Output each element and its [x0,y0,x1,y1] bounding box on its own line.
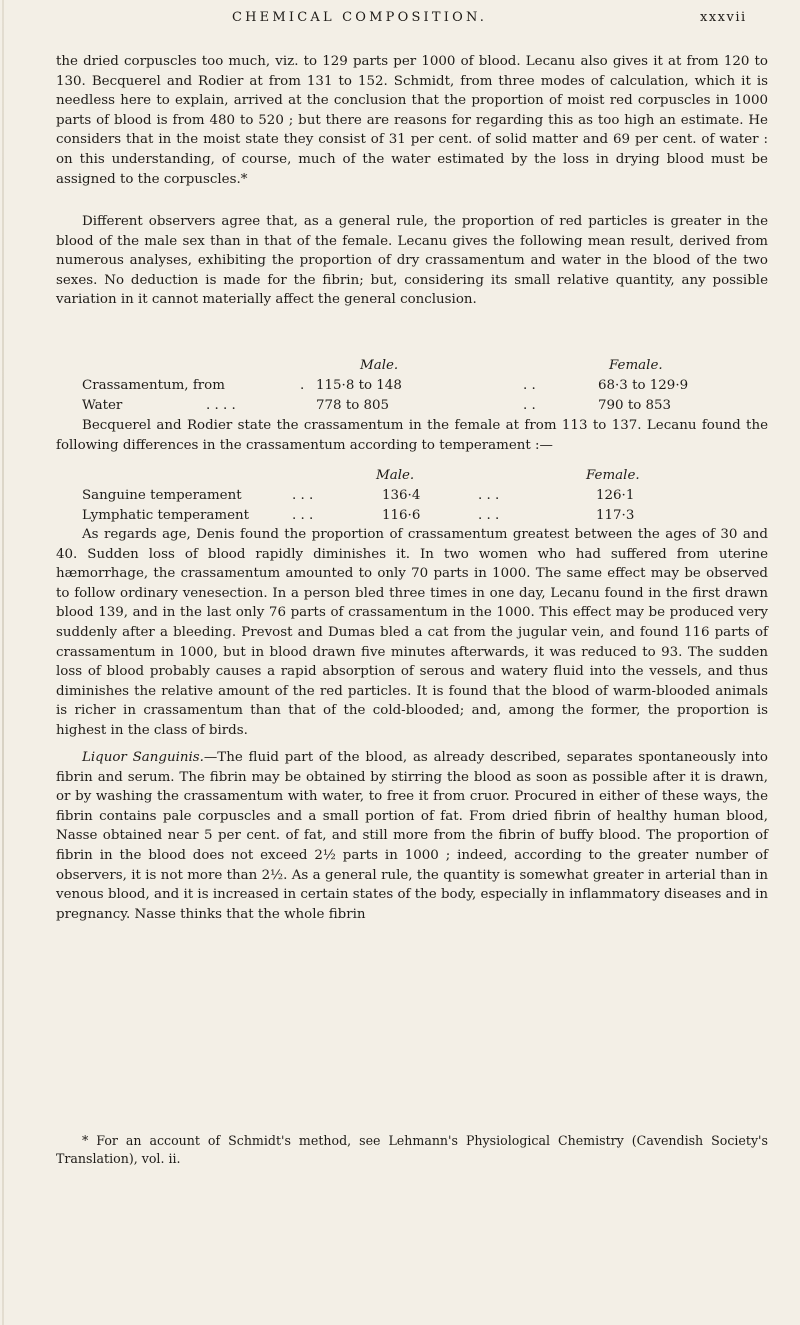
footnote-text: * For an account of Schmidt's method, see Lehmann's Physiological Chemistry (Cavendish Society's Translation), vol. ii. [56,1133,768,1166]
male-value: 778 to 805 [316,398,390,413]
row-leader: . . . . [206,398,236,413]
table-row [56,376,768,396]
paragraph-age [56,525,768,741]
paragraph-text [56,748,768,924]
row-label: Lymphatic temperament [82,508,250,523]
row-dots: . . . [478,488,500,503]
row-dots: . . [523,398,536,413]
table-header-row [56,466,768,486]
table-row [56,486,768,506]
female-value: 790 to 853 [598,398,672,413]
paragraph-sex-difference [56,212,768,310]
female-value: 68·3 to 129·9 [598,378,689,393]
male-value: 115·8 to 148 [316,378,402,393]
row-leader: . [300,378,305,393]
row-dots: . . . [478,508,500,523]
row-leader: . . . [292,508,314,523]
scan-edge [2,0,4,1325]
column-header-female: Female. [586,468,640,483]
paragraph-liquor-sanguinis [56,748,768,924]
column-header-female: Female. [609,358,663,373]
row-label: Water [82,398,123,413]
table-header-row [56,356,768,376]
paragraph-text: As regards age, Denis found the proportion of crassamentum greatest between the ages of 30 and 40. Sudden loss of blood rapidly diminishes it. In two women who had suffered from uterine hæmorrhage, the crassamentum amounted to only 70 parts in 1000. The same effect may be observed to follow ordinary venesection. In a person bled three times in one day, Lecanu found in the first drawn blood 139, and in the last only 76 parts of crassamentum in the 1000. This effect may be produced very suddenly after a bleeding. Prevost and Dumas bled a cat from the jugular vein, and found 116 parts of crassamentum in 1000, but in blood drawn five minutes afterwards, it was reduced to 93. The sudden loss of blood probably causes a rapid absorption of serous and watery fluid into the vessels, and thus diminishes the relative amount of the red particles. It is found that the blood of warm-blooded animals is richer in crassamentum than that of the cold-blooded; and, among the former, the proportion is highest in the class of birds. [56,527,768,738]
paragraph-text: Becquerel and Rodier state the crassamentum in the female at from 113 to 137. Lecanu found the following differences in the crassamentum according to temperament :— [56,418,768,453]
running-head [0,8,800,32]
paragraph-corpuscles [56,52,768,189]
male-value: 136·4 [382,488,421,503]
female-value: 117·3 [596,508,635,523]
running-title: CHEMICAL COMPOSITION. [232,10,488,25]
column-header-male: Male. [376,468,415,483]
paragraph-text: the dried corpuscles too much, viz. to 129 parts per 1000 of blood. Lecanu also gives it at from 120 to 130. Becquerel and Rodier at from 131 to 152. Schmidt, from three modes of calculation, which it is needless here to explain, arrived at the conclusion that the proportion of moist red corpuscles in 1000 parts of blood is from 480 to 520 ; but there are reasons for regarding this as too high an estimate. He considers that in the moist state they consist of 31 per cent. of solid matter and 69 per cent. of water : on this understanding, of course, much of the water estimated by the loss in drying blood must be assigned to the corpuscles.* [56,54,768,187]
footnote [56,1132,768,1168]
male-value: 116·6 [382,508,421,523]
row-dots: . . [523,378,536,393]
row-label: Sanguine temperament [82,488,242,503]
paragraph-temperament [56,416,768,455]
row-label: Crassamentum, from [82,378,225,393]
column-header-male: Male. [360,358,399,373]
table-row [56,396,768,416]
page-number: xxxvii [700,10,747,25]
table-row [56,506,768,526]
row-leader: . . . [292,488,314,503]
female-value: 126·1 [596,488,635,503]
paragraph-body: —The fluid part of the blood, as already described, separates spontaneously into fibrin and serum. The fibrin may be obtained by stirring the blood as soon as possible after it is drawn, or by washing the crassamentum with water, to free it from cruor. Procured in either of these ways, the fibrin contains pale corpuscles and a small portion of fat. From dried fibrin of healthy human blood, Nasse obtained near 5 per cent. of fat, and still more from the fibrin of buffy blood. The proportion of fibrin in the blood does not exceed 2½ parts in 1000 ; indeed, according to the greater number of observers, it is not more than 2½. As a general rule, the quantity is somewhat greater in arterial than in venous blood, and it is increased in certain states of the body, especially in inflammatory diseases and in pregnancy. Nasse thinks that the whole fibrin [56,750,768,922]
paragraph-text: Different observers agree that, as a general rule, the proportion of red particles is greater in the blood of the male sex than in that of the female. Lecanu gives the following mean result, derived from numerous analyses, exhibiting the proportion of dry crassamentum and water in the blood of the two sexes. No deduction is made for the fibrin; but, considering its small relative quantity, any possible variation in it cannot materially affect the general conclusion. [56,214,768,308]
section-heading: Liquor Sanguinis. [82,750,204,765]
